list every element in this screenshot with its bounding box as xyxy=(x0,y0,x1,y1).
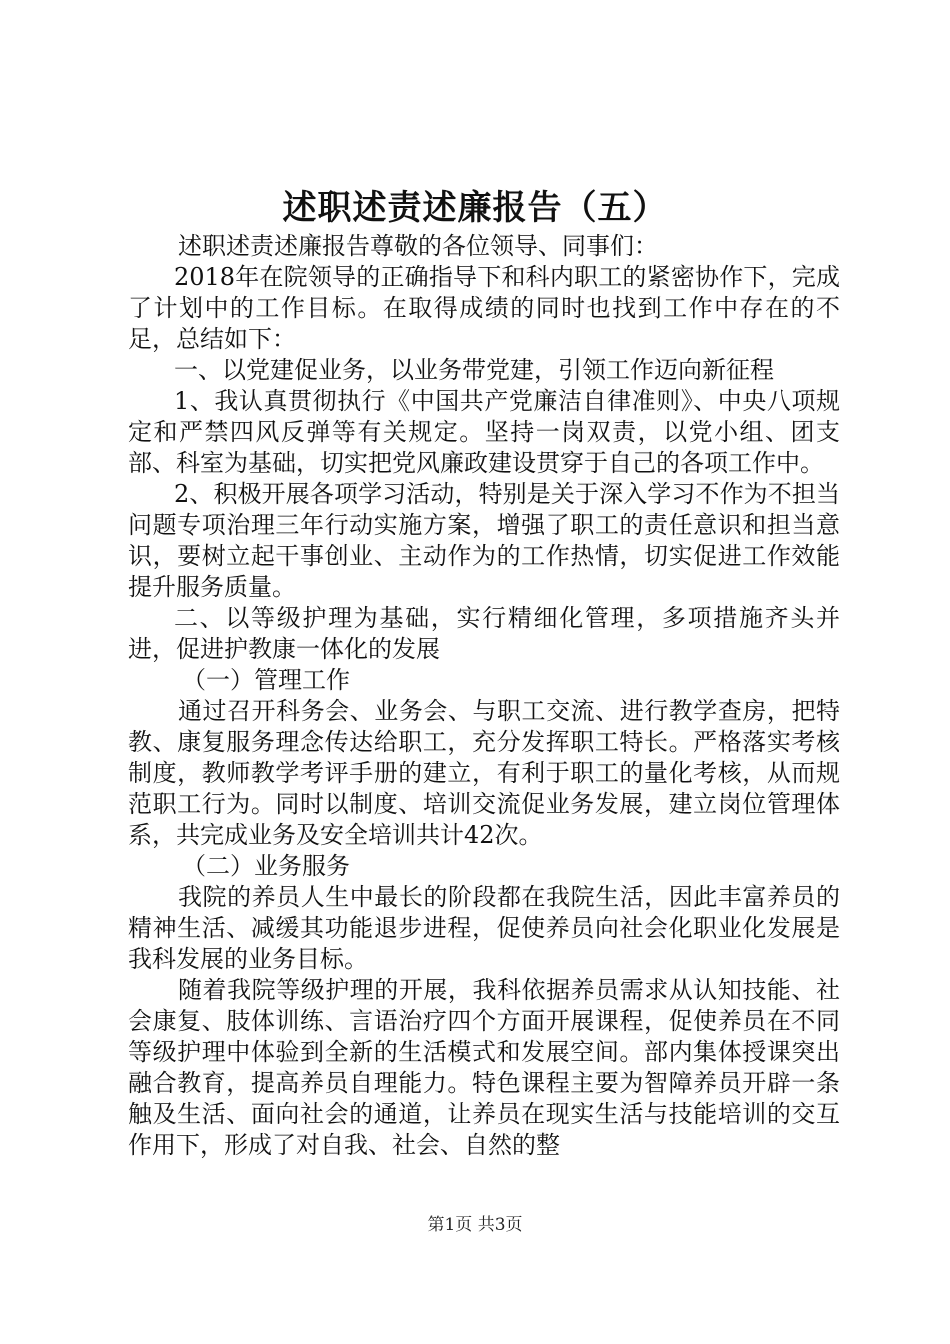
heading-section-2: 二、以等级护理为基础，实行精细化管理，多项措施齐头并进，促进护教康一体化的发展 xyxy=(128,604,840,663)
heading-subsection-2: （二）业务服务 xyxy=(182,852,350,880)
paragraph-salutation: 述职述责述廉报告尊敬的各位领导、同事们： xyxy=(178,232,658,260)
page-footer: 第1页 共3页 xyxy=(427,1215,523,1235)
paragraph-intro: 2018年在院领导的正确指导下和科内职工的紧密协作下，完成了计划中的工作目标。在取得成绩的同时也找到工作中存在的不足，总结如下： xyxy=(128,263,840,353)
paragraph-item-1: 1、我认真贯彻执行《中国共产党廉洁自律准则》、中央八项规定和严禁四风反弹等有关规定。坚持一岗双责，以党小组、团支部、科室为基础，切实把党风廉政建设贯穿于自己的各项工作中。 xyxy=(128,387,840,477)
paragraph-service-courses: 随着我院等级护理的开展，我科依据养员需求从认知技能、社会康复、肢体训练、言语治疗四个方面开展课程，促使养员在不同等级护理中体验到全新的生活模式和发展空间。部内集体授课突出融合教育，提高养员自理能力。特色课程主要为智障养员开辟一条触及生活、面向社会的通道，让养员在现实生活与技能培训的交互作用下，形成了对自我、社会、自然的整 xyxy=(128,976,840,1159)
document-body xyxy=(128,231,840,1161)
heading-section-1: 一、以党建促业务，以业务带党建，引领工作迈向新征程 xyxy=(174,356,774,384)
paragraph-service-goal: 我院的养员人生中最长的阶段都在我院生活，因此丰富养员的精神生活、减缓其功能退步进程，促使养员向社会化职业化发展是我科发展的业务目标。 xyxy=(128,883,840,973)
paragraph-item-2: 2、积极开展各项学习活动，特别是关于深入学习不作为不担当问题专项治理三年行动实施方案，增强了职工的责任意识和担当意识，要树立起干事创业、主动作为的工作热情，切实促进工作效能提升服务质量。 xyxy=(128,480,840,601)
document-title: 述职述责述廉报告（五） xyxy=(282,188,668,228)
heading-subsection-1: （一）管理工作 xyxy=(182,666,350,694)
paragraph-management: 通过召开科务会、业务会、与职工交流、进行教学查房，把特教、康复服务理念传达给职工，充分发挥职工特长。严格落实考核制度，教师教学考评手册的建立，有利于职工的量化考核，从而规范职工行为。同时以制度、培训交流促业务发展，建立岗位管理体系，共完成业务及安全培训共计42次。 xyxy=(128,697,840,849)
